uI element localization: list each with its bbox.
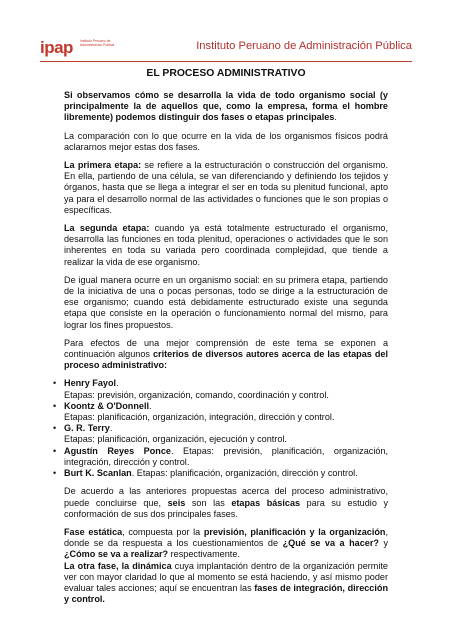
author-item: [64, 468, 388, 479]
author-item: [64, 378, 388, 400]
conclusion-text-c: para su estudio y conformación de sus dos principales fases.: [64, 497, 388, 519]
primera-etapa-paragraph: [64, 160, 388, 216]
logo-subtext: Instituto Peruano de Administración Pública: [80, 39, 115, 47]
conclusion-text-b: son las: [185, 497, 232, 508]
document-body: [64, 68, 388, 612]
dinamica-a: cuya implantación dentro de la organización permite ver con mayor claridad lo que al momento se está haciendo, y así mismo poder evaluar tales acciones; aquí se encuentran las: [64, 560, 388, 593]
author-name: Koontz & O'Donnell: [64, 400, 150, 411]
author-sep: .: [131, 468, 137, 479]
page-title: EL PROCESO ADMINISTRATIVO: [146, 68, 306, 79]
criteria-text: Para efectos de una mejor comprensión de este tema se exponen a continuación algunos: [64, 337, 388, 360]
intro-end: .: [334, 112, 337, 123]
estatica-a: , compuesta por la: [122, 526, 204, 537]
comparison-paragraph: La comparación con lo que ocurre en la vida de los organismos físicos podrá aclararnos mejor estas dos fases.: [64, 130, 388, 152]
social-paragraph: De igual manera ocurre en un organismo social: en su primera etapa, partiendo de la iniciativa de una o pocas personas, todo se dirige a la estructuración de ese organismo; cuando está debidamente estructurado existe una segunda etapa que consiste en la operación o funcionamiento normal del mismo, para lograr los fines propuestos.: [64, 274, 388, 330]
conclusion-etapas: etapas básicas: [231, 497, 301, 508]
author-sep: .: [109, 423, 113, 434]
author-stages: Etapas: planificación, organización, integración, dirección y control.: [64, 412, 335, 423]
estatica-paragraph: [64, 527, 388, 561]
criteria-paragraph: [64, 338, 388, 372]
author-sep: .: [116, 378, 119, 389]
conclusion-text: De acuerdo a las anteriores propuestas acerca del proceso administrativo, puede concluirse que,: [64, 486, 388, 508]
estatica-q1: ¿Qué se va a hacer?: [282, 538, 379, 549]
dinamica-bold: fases de integración, dirección y control.: [64, 582, 388, 605]
conclusion-seis: seis: [167, 497, 186, 508]
institution-title: Instituto Peruano de Administración Pública: [196, 40, 412, 52]
criteria-bold: criterios de diversos autores acerca de las etapas del proceso administrativo:: [64, 349, 388, 371]
author-stages: Etapas: planificación, organización, ejecución y control.: [64, 434, 287, 445]
header-divider: [40, 61, 412, 62]
author-item: [64, 423, 388, 445]
author-stages: Etapas: previsión, organización, comando, coordinación y control.: [64, 389, 329, 400]
ipap-logo: [40, 34, 115, 58]
estatica-c: , donde se da respuesta a los cuestionamientos de: [64, 526, 389, 549]
estatica-label: Fase estática: [64, 526, 123, 537]
estatica-e: respectivamente.: [168, 549, 240, 560]
author-sep: .: [170, 445, 184, 456]
segunda-label: La segunda etapa:: [64, 223, 150, 234]
primera-text: se refiere a la estructuración o construcción del organismo. En ella, partiendo de una célula, se van diferenciando y definiendo los tejidos y órganos, hasta que se llega a integrar el ser en toda su plenitud funcional, apto ya para el desarrollo normal de las actividades o funciones que le son propias o específicas.: [64, 160, 388, 215]
author-sep: .: [149, 400, 152, 411]
segunda-text: cuando ya está totalmente estructurado el organismo, desarrolla las funciones en toda plenitud, operaciones o actividades que le son inherentes en toda su variada pero coordinada complejidad, que tiende a realizar la vida de ese organismo.: [64, 223, 389, 267]
intro-bold: Si observamos cómo se desarrolla la vida de todo organismo social (y principalmente la de aquellos que, como la empresa, forma el hombre libremente) podemos distinguir dos fases o etapas principales: [64, 90, 388, 123]
page-header: [40, 34, 412, 62]
conclusion-paragraph: [64, 486, 388, 520]
author-name: Agustín Reyes Ponce: [64, 445, 171, 456]
estatica-d: y: [378, 538, 388, 549]
estatica-q2: ¿Cómo se va a realizar?: [64, 549, 169, 560]
author-name: Henry Fayol: [64, 378, 117, 389]
dinamica-label: La otra fase, la dinámica: [64, 560, 172, 571]
authors-list: [64, 378, 388, 479]
segunda-etapa-paragraph: [64, 223, 388, 268]
logo-text: ipap: [40, 38, 73, 57]
author-stages: Etapas: previsión, planificación, organización, integración, dirección y control.: [64, 445, 388, 467]
author-item: [64, 446, 388, 468]
primera-label: La primera etapa:: [64, 160, 142, 171]
author-name: G. R. Terry: [64, 423, 110, 434]
author-item: [64, 401, 388, 423]
author-name: Burt K. Scanlan: [64, 468, 132, 479]
dinamica-paragraph: [64, 561, 388, 606]
estatica-bold: previsión, planificación y la organización: [203, 526, 386, 537]
intro-paragraph: [64, 90, 388, 124]
author-stages: Etapas: planificación, organización, dirección y control.: [136, 468, 358, 479]
